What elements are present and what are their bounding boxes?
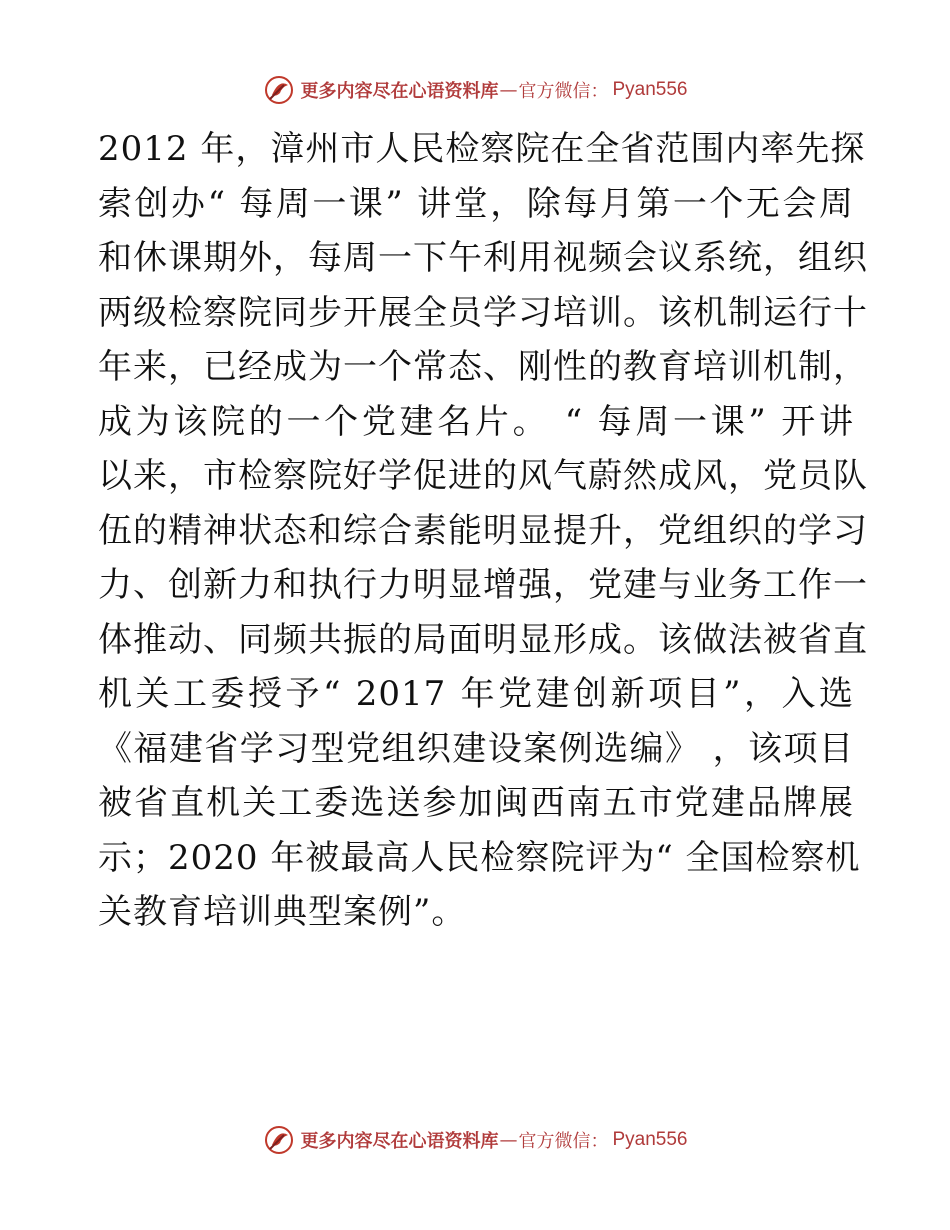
article-line: 示；2020 年被最高人民检察院评为“ 全国检察机 — [98, 837, 861, 878]
brand-logo-icon — [262, 73, 296, 107]
article-line: 和休课期外，每周一下午利用视频会议系统，组织 — [98, 238, 868, 278]
article-line: 《福建省学习型党组织建设案例选编》 ，该项目 — [98, 728, 854, 769]
watermark-brand-text: 更多内容尽在心语资料库 — [300, 81, 499, 102]
article-line: 年来，已经成为一个常态、刚性的教育培训机制， — [98, 347, 868, 387]
article-line: 力、创新力和执行力明显增强，党建与业务工作一 — [98, 565, 868, 605]
header-watermark — [0, 70, 950, 110]
article-body — [98, 122, 868, 940]
wechat-label: 官方微信： — [518, 1131, 609, 1152]
article-line: 两级检察院同步开展全员学习培训。该机制运行十 — [98, 292, 868, 333]
watermark-brand-text: 更多内容尽在心语资料库 — [300, 1131, 499, 1152]
article-line: 索创办“ 每周一课” 讲堂，除每月第一个无会周 — [98, 183, 854, 224]
article-line: 被省直机关工委选送参加闽西南五市党建品牌展 — [98, 783, 854, 823]
wechat-id: Pyan556 — [612, 79, 688, 100]
brand-logo-icon — [262, 1123, 296, 1157]
wechat-label: 官方微信： — [518, 81, 609, 102]
article-line: 成为该院的一个党建名片。 “ 每周一课” 开讲 — [98, 401, 854, 442]
article-line: 2012 年，漳州市人民检察院在全省范围内率先探 — [98, 129, 866, 169]
article-line: 以来，市检察院好学促进的风气蔚然成风，党员队 — [98, 456, 868, 496]
article-line: 体推动、同频共振的局面明显形成。该做法被省直 — [98, 619, 868, 660]
footer-watermark — [0, 1120, 950, 1160]
watermark-separator: — — [499, 1129, 518, 1151]
article-line: 机关工委授予“ 2017 年党建创新项目”，入选 — [98, 674, 854, 714]
article-line: 伍的精神状态和综合素能明显提升，党组织的学习 — [98, 510, 868, 551]
wechat-id: Pyan556 — [612, 1129, 688, 1150]
watermark-separator: — — [499, 79, 518, 101]
article-line: 关教育培训典型案例”。 — [98, 892, 467, 932]
